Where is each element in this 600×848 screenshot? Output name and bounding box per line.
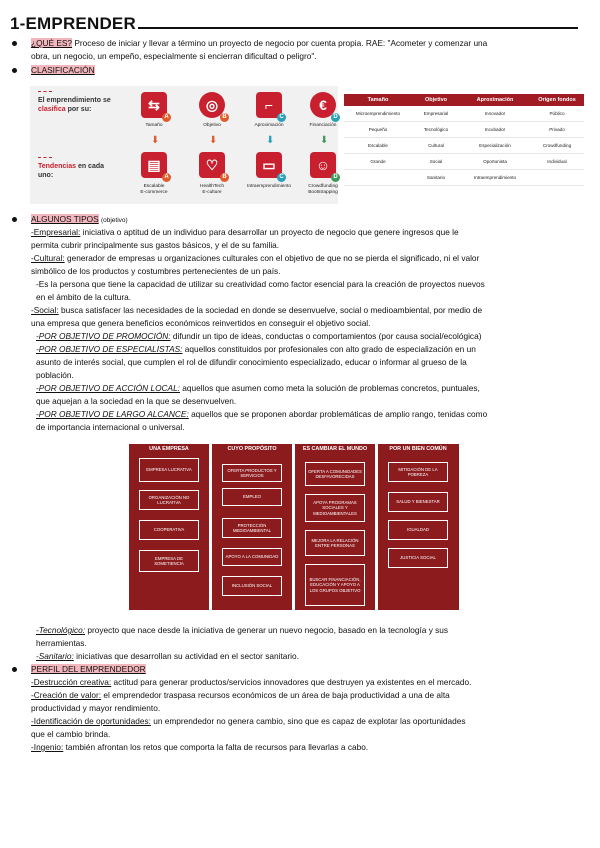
- ingenio-line: [31, 741, 368, 754]
- infographic-label-objetivo: Objetivo: [203, 123, 221, 128]
- diagram-box: EMPRESA DE SOMETIENCIA: [139, 550, 199, 572]
- algunos-tipos-label: ALGUNOS TIPOS: [31, 214, 99, 224]
- cultural-line1: [31, 252, 479, 265]
- diagram-box: MEJORA LA RELACIÓN ENTRE PERSONAS: [305, 530, 365, 556]
- badge-b: B: [220, 173, 229, 182]
- diagram-box: APOYA PROGRAMAS SOCIALES Y MEDIOAMBIENTALES: [305, 494, 365, 522]
- diagram-box: MITIGACIÓN DE LA POBREZA: [388, 462, 448, 482]
- social-label: -Social:: [31, 305, 59, 315]
- down-arrow-icon: ⬇: [151, 135, 160, 146]
- table-cell: Sanitario: [412, 170, 460, 186]
- especialistas-line3: población.: [36, 370, 74, 380]
- social-line1: [31, 304, 482, 317]
- clasificacion-label: CLASIFICACIÓN: [31, 65, 95, 75]
- table-header: Aproximación: [460, 94, 530, 106]
- table-cell: Privado: [530, 122, 584, 138]
- title-text: 1-EMPRENDER: [10, 14, 136, 33]
- table-cell: Crowdfunding: [530, 138, 584, 154]
- table-cell: Especialización: [460, 138, 530, 154]
- sanitario-line: [36, 650, 299, 663]
- promocion-line: [36, 330, 481, 343]
- cultural-label: -Cultural:: [31, 253, 65, 263]
- bullet: [12, 217, 17, 222]
- bullet: [12, 667, 17, 672]
- accion-local-label: -POR OBJETIVO DE ACCIÓN LOCAL:: [36, 383, 180, 393]
- table-cell: Social: [412, 154, 460, 170]
- trend-label: HealthTech E-culture: [200, 184, 224, 195]
- tecnologico-line1: [36, 624, 448, 637]
- clasificacion-heading: [31, 64, 95, 77]
- diagram-column-header: ES CAMBIAR EL MUNDO: [302, 446, 368, 452]
- especialistas-text: aquellos constituidos por profesionales con alto grado de especialización en un: [182, 344, 476, 354]
- destruccion-text: actitud para generar productos/servicios innovadores que destruyen ya existentes en el mercado.: [111, 677, 472, 687]
- diagram-box: INCLUSIÓN SOCIAL: [222, 576, 282, 596]
- table-cell: Grande: [344, 154, 412, 170]
- diagram-box: SALUD Y BIENESTAR: [388, 492, 448, 512]
- classification-table: [344, 94, 584, 186]
- heading-part: El emprendimiento se: [38, 97, 111, 104]
- table-cell: Microemprendimiento: [344, 106, 412, 122]
- empresarial-line1: [31, 226, 459, 239]
- ingenio-text: también afrontan los retos que comporta la falta de recursos para llevarlas a cabo.: [63, 742, 369, 752]
- empresarial-label: -Empresarial:: [31, 227, 81, 237]
- table-row: [344, 138, 584, 154]
- stairs-icon: ⌐ C: [256, 92, 282, 118]
- diagram-box: IGUALDAD: [388, 520, 448, 540]
- table-row: [344, 122, 584, 138]
- promocion-text: difundir un tipo de ideas, conductas o comportamientos (por causa social/ecológica): [170, 331, 482, 341]
- badge-a: A: [162, 113, 171, 122]
- tecnologico-text: proyecto que nace desde la iniciativa de generar un nuevo negocio, basado en la tecnología y sus: [85, 625, 449, 635]
- algunos-tipos-note: (objetivo): [100, 217, 128, 224]
- crowdfunding-icon: ☺ D: [310, 152, 336, 178]
- table-cell: [344, 170, 412, 186]
- identificacion-line2: que el cambio brinda.: [31, 729, 111, 739]
- page-title: [10, 14, 578, 34]
- dash-line: [38, 91, 52, 92]
- infographic-label-tamano: Tamaño: [145, 123, 163, 128]
- target-icon: ◎ B: [199, 92, 225, 118]
- diagram-box: APOYO A LA COMUNIDAD: [222, 548, 282, 566]
- diagram-box: JUSTICIA SOCIAL: [388, 548, 448, 568]
- diagram-column: [378, 444, 458, 610]
- infographic-label-financiacion: Financiación: [309, 123, 337, 128]
- diagram-column: [129, 444, 209, 610]
- heading-highlight: Tendencias: [38, 163, 76, 170]
- destruccion-line: [31, 676, 471, 689]
- perfil-label: PERFIL DEL EMPRENDEDOR: [31, 664, 146, 674]
- table-cell: [530, 170, 584, 186]
- badge-c: C: [277, 113, 286, 122]
- diagram-box: ORGANIZACIÓN NO LUCRATIVA: [139, 490, 199, 510]
- table-cell: Pequeño: [344, 122, 412, 138]
- trend-label: Intraemprendimiento: [247, 184, 291, 189]
- badge-c: C: [277, 173, 286, 182]
- diagram-box: EMPRESA LUCRATIVA: [139, 458, 199, 482]
- que-es-text: Proceso de iniciar y llevar a término un proyecto de negocio por cuenta propia. RAE: "Acometer y comenzar una: [72, 38, 488, 48]
- health-icon: ♡ B: [199, 152, 225, 178]
- heading-highlight: clasifica: [38, 106, 66, 113]
- creacion-label: -Creación de valor:: [31, 690, 102, 700]
- identificacion-line1: [31, 715, 466, 728]
- social-line2: una empresa que genera beneficios económicos reinvertidos en conseguir el objetivo social.: [31, 318, 371, 328]
- table-row: [344, 154, 584, 170]
- table-header: Origen fondos: [530, 94, 584, 106]
- accion-local-line2: que aquejan a la sociedad en la que se desenvuelven.: [36, 396, 237, 406]
- diagram-box: OFERTA A COMUNIDADES DESFAVORECIDAS: [305, 462, 365, 486]
- table-cell: Empresarial: [412, 106, 460, 122]
- table-cell: Tecnológico: [412, 122, 460, 138]
- infographic-heading: [38, 96, 118, 114]
- ingenio-label: -Ingenio:: [31, 742, 64, 752]
- down-arrow-icon: ⬇: [266, 135, 275, 146]
- tecnologico-line2: herramientas.: [36, 638, 87, 648]
- table-cell: Escalable: [344, 138, 412, 154]
- bullet: [12, 41, 17, 46]
- badge-d: D: [331, 113, 340, 122]
- accion-local-line1: [36, 382, 480, 395]
- badge-d: D: [331, 173, 340, 182]
- down-arrow-icon: ⬇: [320, 135, 329, 146]
- que-es-line2: obra, un negocio, un empeño, especialmente si encierran dificultad o peligro".: [31, 51, 317, 61]
- sanitario-text: iniciativas que desarrollan su actividad en el sector sanitario.: [73, 651, 299, 661]
- diagram-box: BUSCAR FINANCIACIÓN, EDUCACIÓN Y APOYO A LOS GRUPOS OBJETIVO: [305, 564, 365, 606]
- infographic-label-aproximacion: Aproximación: [254, 123, 284, 128]
- largo-alcance-line2: de importancia internacional o universal.: [36, 422, 185, 432]
- heading-part: en cada uno:: [38, 163, 105, 179]
- perfil-heading: [31, 663, 146, 676]
- table-row: [344, 106, 584, 122]
- infographic-trends-heading: [38, 162, 108, 180]
- identificacion-text: un emprendedor no genera cambio, sino que es capaz de explotar las oportunidades: [150, 716, 466, 726]
- trend-label: Crowdfunding Bootstrapping: [308, 184, 338, 195]
- dash-line: [38, 157, 52, 158]
- sanitario-label: -Sanitario:: [36, 651, 74, 661]
- diagram-box: OFERTA PRODUCTOS Y SERVICIOS: [222, 464, 282, 482]
- largo-alcance-line1: [36, 408, 487, 421]
- table-cell: Individual: [530, 154, 584, 170]
- diagram-column: [295, 444, 375, 610]
- table-header: Objetivo: [412, 94, 460, 106]
- bullet: [12, 68, 17, 73]
- badge-a: A: [162, 173, 171, 182]
- monitor-icon: ▭ C: [256, 152, 282, 178]
- diagram-box: COOPERATIVA: [139, 520, 199, 540]
- largo-alcance-label: -POR OBJETIVO DE LARGO ALCANCE:: [36, 409, 189, 419]
- diagram-box: EMPLEO: [222, 488, 282, 506]
- table-cell: Innovador: [460, 106, 530, 122]
- especialistas-line2: asunto de interés social, que cumplen el rol de difundir conocimiento especializado, educar o informar al grueso de la: [36, 357, 467, 367]
- diagram-column: [212, 444, 292, 610]
- especialistas-line1: [36, 343, 476, 356]
- euro-icon: € D: [310, 92, 336, 118]
- title-underline: [138, 27, 578, 29]
- empresarial-line2: permita cubrir principalmente sus gastos básicos, y el de su familia.: [31, 240, 280, 250]
- cultural-line3: -Es la persona que tiene la capacidad de utilizar su creatividad como factor esencial para la creación de proyectos nuevos: [36, 279, 485, 289]
- diagram-column-header: UNA EMPRESA: [149, 446, 189, 452]
- creacion-line1: [31, 689, 450, 702]
- social-enterprise-diagram: [129, 444, 459, 610]
- destruccion-label: -Destrucción creativa:: [31, 677, 112, 687]
- trend-label: Escalable E-commerce: [140, 184, 168, 195]
- table-row: [344, 170, 584, 186]
- table-header-row: [344, 94, 584, 106]
- que-es-heading: ¿QUÉ ES?: [31, 38, 73, 48]
- diagram-column-header: CUYO PROPÓSITO: [227, 446, 277, 452]
- promocion-label: -POR OBJETIVO DE PROMOCIÓN:: [36, 331, 171, 341]
- diagram-box: PROTECCIÓN MEDIOAMBIENTAL: [222, 518, 282, 538]
- especialistas-label: -POR OBJETIVO DE ESPECIALISTAS:: [36, 344, 183, 354]
- table-cell: Incubador: [460, 122, 530, 138]
- badge-b: B: [220, 113, 229, 122]
- table-cell: Oportunista: [460, 154, 530, 170]
- creacion-text: el emprendedor traspasa recursos económicos de un área de baja productividad a una de alta: [101, 690, 450, 700]
- table-cell: Público: [530, 106, 584, 122]
- creacion-line2: productividad y mayor rendimiento.: [31, 703, 161, 713]
- cultural-line4: en el ámbito de la cultura.: [36, 292, 132, 302]
- arrows-icon: ⇆ A: [141, 92, 167, 118]
- cultural-text: generador de empresas u organizaciones culturales con el objetivo de que no se pierda el significado, ni el valor: [64, 253, 480, 263]
- accion-local-text: aquellos que asumen como meta la solución de problemas concretos, puntuales,: [180, 383, 480, 393]
- classification-infographic: [30, 86, 338, 204]
- empresarial-text: iniciativa o aptitud de un individuo para desarrollar un proyecto de negocio que genere ingresos que le: [80, 227, 459, 237]
- social-text: busca satisfacer las necesidades de la sociedad en donde se desenvuelve, social o medioambiental, por medio de: [58, 305, 483, 315]
- que-es-line1: [31, 37, 487, 50]
- diagram-column-header: POR UN BIEN COMÚN: [389, 446, 447, 452]
- largo-alcance-text: aquellos que se proponen abordar problemáticas de amplio rango, tenidas como: [188, 409, 488, 419]
- table-cell: Cultural: [412, 138, 460, 154]
- down-arrow-icon: ⬇: [209, 135, 218, 146]
- identificacion-label: -Identificación de oportunidades:: [31, 716, 151, 726]
- tecnologico-label: -Tecnológico:: [36, 625, 86, 635]
- table-header: Tamaño: [344, 94, 412, 106]
- heading-part: por su:: [65, 106, 92, 113]
- ecommerce-icon: ▤ A: [141, 152, 167, 178]
- table-cell: Intraemprendimiento: [460, 170, 530, 186]
- cultural-line2: simbólico de los productos y costumbres pertenecientes de un país.: [31, 266, 281, 276]
